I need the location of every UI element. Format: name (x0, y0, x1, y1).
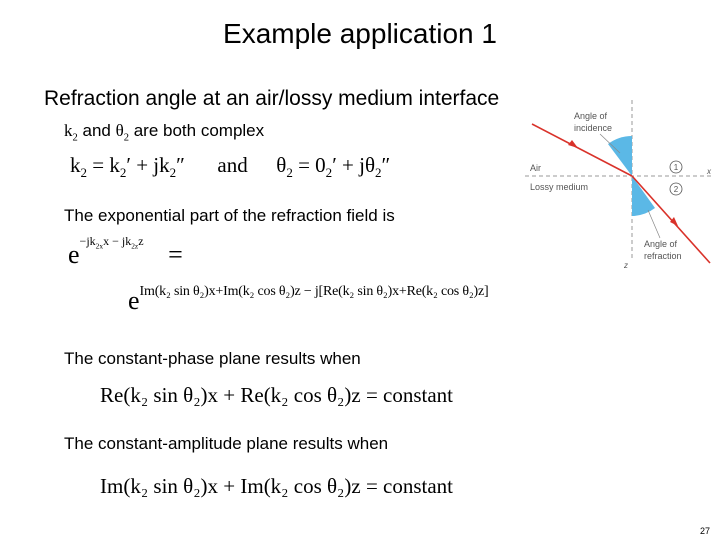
eq-k2-real: k (109, 153, 120, 177)
angle-of-incidence-label-1: Angle of (574, 111, 608, 121)
theta-symbol: θ (115, 121, 124, 140)
eq-double-prime: ″ (176, 153, 185, 177)
eq-equals: = (87, 153, 110, 177)
eq-k2-imag: k (159, 153, 170, 177)
complex-tail: are both complex (129, 121, 265, 140)
eq-k2: k (70, 153, 81, 177)
eq-theta-prime: ′ (332, 153, 337, 177)
refracted-ray-arrow (670, 217, 678, 226)
x-axis-label: x (707, 167, 711, 176)
angle-of-refraction-label-1: Angle of (644, 239, 678, 249)
eq-theta-imag-sub: 2 (375, 165, 382, 181)
exp-rhs-exponent: Im(k₂ sin θ₂)x+Im(k₂ cos θ₂)z − j[Re(k₂ sin θ₂)x+Re(k₂ cos θ₂)z] (139, 284, 489, 299)
phase-intro: The constant-phase plane results when (64, 349, 361, 368)
eq-theta2: θ (276, 153, 287, 177)
air-label: Air (530, 163, 541, 173)
exponential-lhs (68, 234, 183, 270)
phase-equation: Re(k₂ sin θ₂)x + Re(k₂ cos θ₂)z = constant (100, 383, 454, 407)
and-text: and (77, 121, 116, 140)
refraction-leader (648, 210, 660, 238)
eq-k2-sub: 2 (80, 165, 88, 181)
angle-of-incidence-label-2: incidence (574, 123, 613, 133)
eq-prime: ′ (126, 153, 131, 177)
eq-and: and (217, 153, 248, 177)
exp-sub-2: 2z (131, 241, 139, 251)
exp-rhs-base: e (128, 286, 140, 315)
theta-subscript: 2 (123, 132, 129, 144)
lossy-medium-label: Lossy medium (530, 182, 589, 192)
exponential-rhs (128, 286, 488, 316)
complex-definition-equation (70, 153, 390, 181)
amplitude-equation: Im(k₂ sin θ₂)x + Im(k₂ cos θ₂)z = constant (100, 474, 454, 498)
slide-heading: Refraction angle at an air/lossy medium interface (44, 87, 500, 110)
exponential-intro: The exponential part of the refraction field is (64, 206, 395, 225)
slide-title: Example application 1 (223, 18, 497, 49)
eq-equals-2: = (292, 153, 316, 177)
eq-plus-j: + j (130, 153, 160, 177)
exp-term-z: z (138, 234, 144, 249)
k-symbol: k (64, 121, 73, 140)
marker-1: 1 (673, 163, 679, 172)
exp-equals: = (168, 240, 183, 269)
eq-plus-j-2: + j (336, 153, 365, 177)
angle-of-refraction-label-2: refraction (644, 251, 682, 261)
exp-term-2: x − jk (103, 234, 132, 249)
incident-ray-arrow (568, 140, 578, 148)
amplitude-intro: The constant-amplitude plane results when (64, 434, 389, 453)
eq-theta-double-prime: ″ (381, 153, 391, 177)
eq-k2-imag-sub: 2 (169, 165, 177, 181)
exp-base: e (68, 240, 80, 269)
eq-theta-imag: θ (364, 153, 376, 177)
z-axis-label: z (624, 261, 628, 270)
eq-theta-real-sub: 2 (325, 165, 333, 181)
eq-theta2-sub: 2 (286, 165, 293, 181)
refracted-ray (632, 176, 710, 263)
exp-sub-1: 2x (95, 241, 104, 251)
k-subscript: 2 (72, 132, 78, 144)
complex-note (64, 120, 264, 149)
refraction-angle-wedge (632, 176, 655, 216)
marker-2: 2 (673, 185, 679, 194)
exp-term-1: −jk (79, 234, 96, 249)
eq-theta-real: 0 (315, 153, 326, 177)
eq-k2-real-sub: 2 (119, 165, 127, 181)
page-number: 27 (700, 526, 711, 536)
refraction-diagram (520, 98, 720, 270)
